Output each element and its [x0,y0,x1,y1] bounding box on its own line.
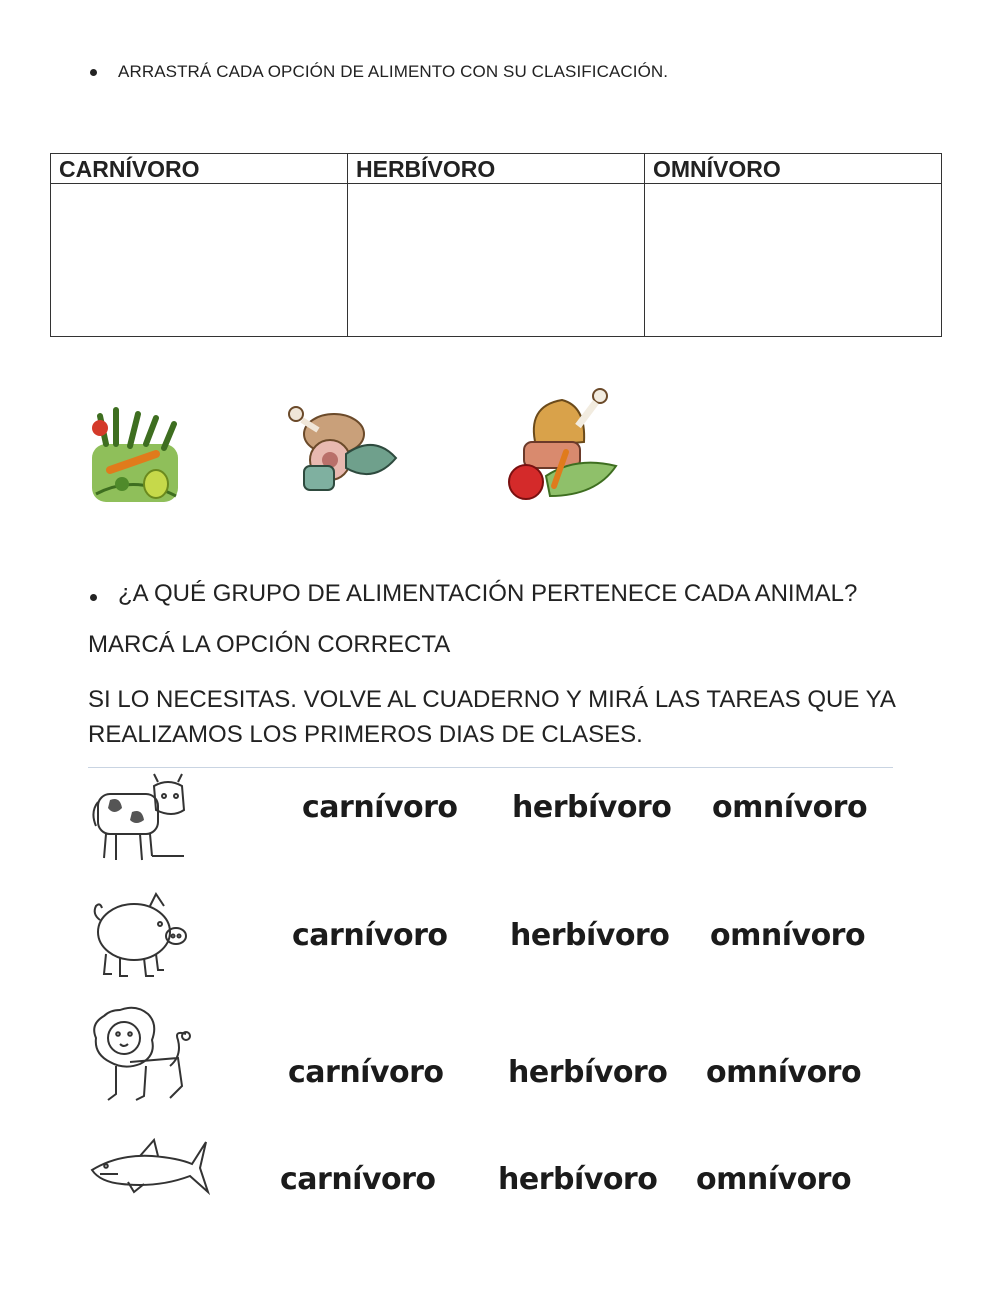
option-omnivoro[interactable]: omnívoro [696,1162,852,1197]
bullet [90,69,97,76]
instruction-drag: ARRASTRÁ CADA OPCIÓN DE ALIMENTO CON SU CLASIFICACIÓN. [118,62,669,81]
pig-icon [90,890,190,982]
option-herbivoro[interactable]: herbívoro [508,1055,668,1090]
vegetables-image[interactable] [86,404,182,506]
lion-icon [86,1006,194,1106]
header-omnivoro: OMNÍVORO [645,154,942,184]
instruction-mark: MARCÁ LA OPCIÓN CORRECTA [88,631,451,658]
header-herbivoro: HERBÍVORO [348,154,645,184]
option-herbivoro[interactable]: herbívoro [498,1162,658,1197]
drop-zone-herbivoro[interactable] [348,184,645,337]
divider [88,767,893,768]
option-herbivoro[interactable]: herbívoro [512,790,672,825]
classification-table [50,153,942,337]
bullet [90,594,97,601]
option-carnivoro[interactable]: carnívoro [292,918,448,953]
option-carnivoro[interactable]: carnívoro [280,1162,436,1197]
drop-zone-omnivoro[interactable] [645,184,942,337]
hint-text: SI LO NECESITAS. VOLVE AL CUADERNO Y MIRÁ LAS TAREAS QUE YA REALIZAMOS LOS PRIMEROS DIAS DE CLASES. [88,686,895,748]
meat-image[interactable] [284,404,404,496]
option-carnivoro[interactable]: carnívoro [288,1055,444,1090]
drop-zone-carnivoro[interactable] [51,184,348,337]
option-herbivoro[interactable]: herbívoro [510,918,670,953]
option-omnivoro[interactable]: omnívoro [712,790,868,825]
mixed-food-image[interactable] [506,386,620,508]
option-omnivoro[interactable]: omnívoro [710,918,866,953]
question-title: ¿A QUÉ GRUPO DE ALIMENTACIÓN PERTENECE CADA ANIMAL? [118,580,858,607]
option-omnivoro[interactable]: omnívoro [706,1055,862,1090]
cow-icon [92,772,188,864]
option-carnivoro[interactable]: carnívoro [302,790,458,825]
header-carnivoro: CARNÍVORO [51,154,348,184]
shark-icon [88,1136,210,1198]
